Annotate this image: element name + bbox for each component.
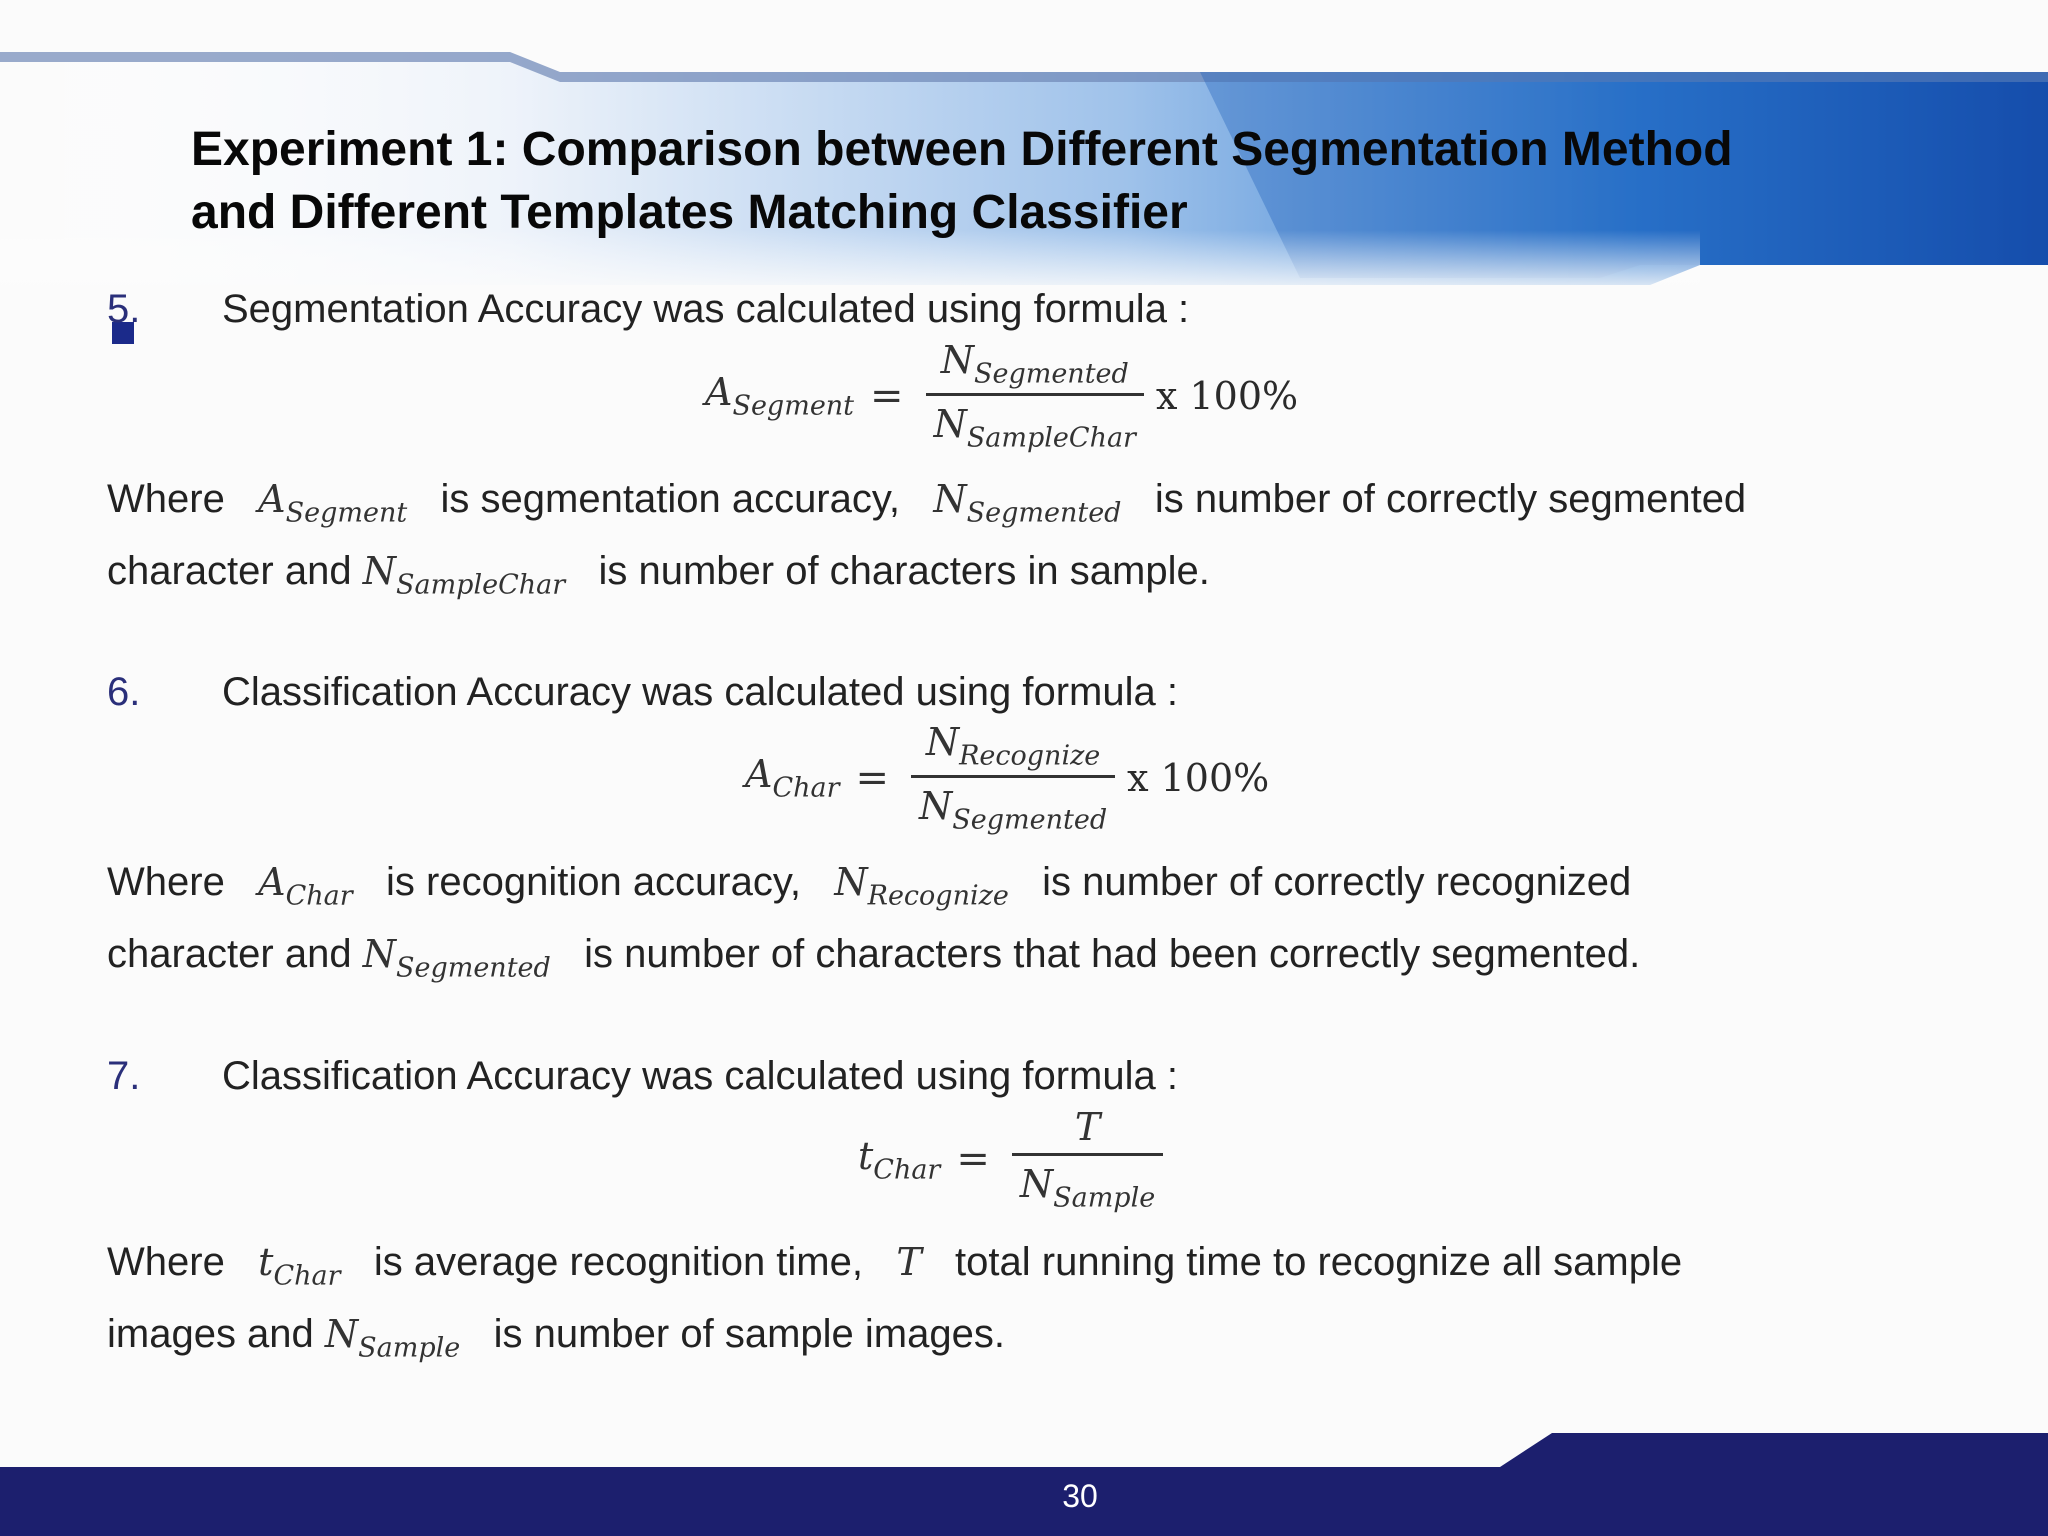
item-number: 6. — [107, 670, 141, 714]
formula-percent: x 100% — [1127, 755, 1270, 800]
definition-line-1: Where $A_{Segment}$ is segmentation accuracy, $N_{Segmented}$ is number of correctly segmented — [107, 477, 1747, 529]
definition-line-2: character and $N_{Segmented}$ is number of characters that had been correctly segmented. — [107, 932, 1641, 984]
item-number: 5. — [107, 287, 141, 331]
formula-equals: = — [855, 754, 890, 801]
formula-denominator: $N_{Sample}$ — [1012, 1153, 1163, 1213]
formula-average-recognition-time — [858, 1105, 1171, 1213]
formula-lhs: $A_{Char}$ — [745, 752, 840, 804]
definition-paragraph — [107, 470, 1746, 615]
definition-line-2: images and $N_{Sample}$ is number of sample images. — [107, 1312, 1005, 1364]
formula-fraction — [926, 338, 1144, 454]
formula-percent: x 100% — [1155, 373, 1299, 418]
item-heading: Classification Accuracy was calculated using formula : — [222, 670, 1178, 714]
definition-paragraph — [107, 1233, 1682, 1378]
formula-segmentation-accuracy — [705, 338, 1298, 454]
formula-numerator: $N_{Segmented}$ — [940, 338, 1129, 390]
formula-fraction — [1012, 1105, 1163, 1213]
formula-denominator: $N_{Segmented}$ — [911, 775, 1115, 835]
formula-fraction — [911, 720, 1115, 836]
formula-numerator: T — [1074, 1105, 1101, 1149]
item-number: 7. — [107, 1054, 141, 1098]
slide-title-line-1: Experiment 1: Comparison between Different Segmentation Method — [191, 123, 1733, 176]
definition-line-2: character and $N_{SampleChar}$ is number of characters in sample. — [107, 549, 1210, 601]
formula-numerator: $N_{Recognize}$ — [925, 720, 1101, 772]
formula-lhs: $A_{Segment}$ — [705, 370, 855, 422]
definition-paragraph — [107, 853, 1640, 998]
definition-line-1: Where $A_{Char}$ is recognition accuracy, $N_{Recognize}$ is number of correctly recognized — [107, 860, 1632, 912]
item-heading: Classification Accuracy was calculated using formula : — [222, 1054, 1178, 1098]
definition-line-1: Where $t_{Char}$ is average recognition time, T total running time to recognize all sample — [107, 1240, 1683, 1292]
formula-classification-accuracy — [745, 720, 1269, 836]
slide-title-line-2: and Different Templates Matching Classifier — [191, 186, 1188, 239]
formula-lhs: $t_{Char}$ — [858, 1133, 941, 1185]
formula-denominator: $N_{SampleChar}$ — [926, 393, 1144, 453]
item-heading: Segmentation Accuracy was calculated using formula : — [222, 287, 1190, 331]
formula-equals: = — [870, 372, 904, 419]
formula-equals: = — [956, 1136, 990, 1183]
page-number: 30 — [1062, 1478, 1098, 1514]
slide-title — [191, 118, 2011, 244]
